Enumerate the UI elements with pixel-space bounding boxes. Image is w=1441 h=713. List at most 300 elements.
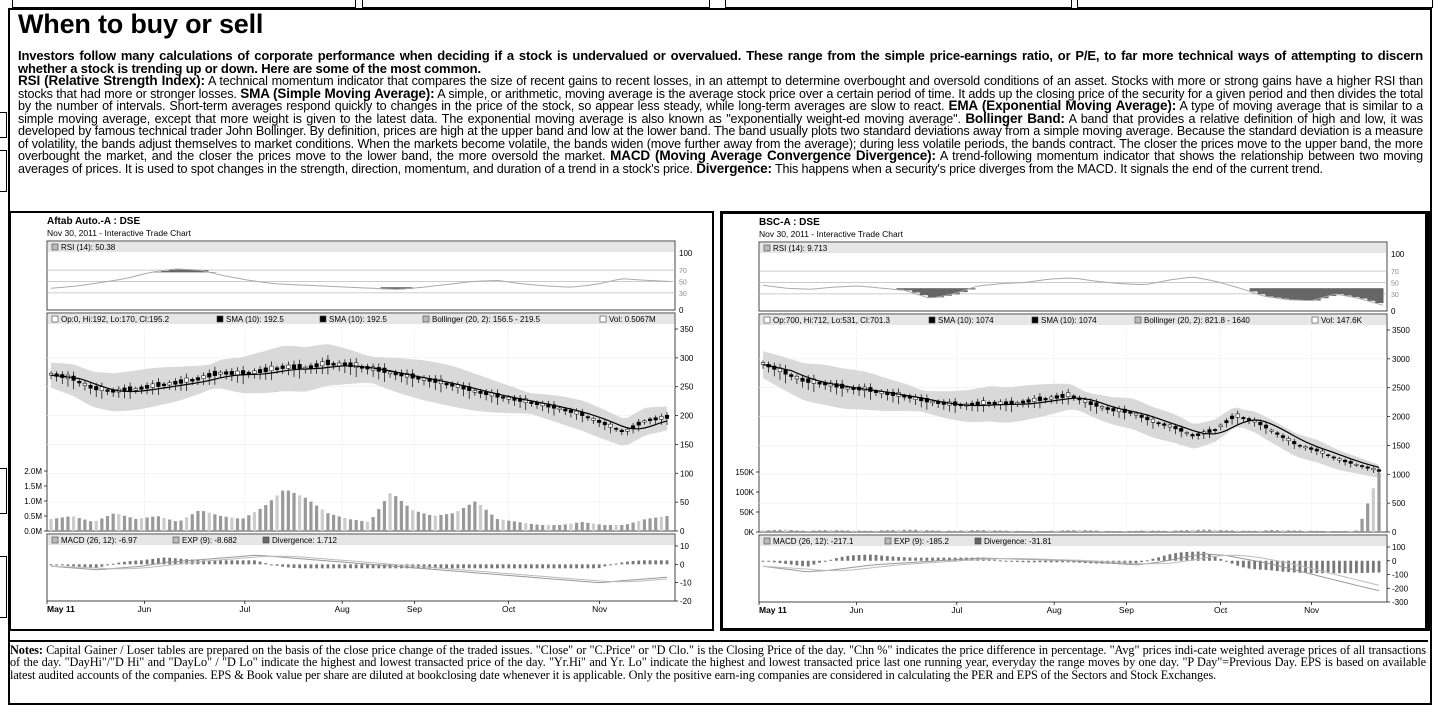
volume-bar bbox=[530, 524, 533, 531]
volume-bar bbox=[162, 518, 165, 531]
volume-bar bbox=[439, 515, 442, 531]
candle-body bbox=[281, 366, 285, 369]
candle-body bbox=[320, 362, 324, 366]
candle-body bbox=[987, 402, 991, 404]
rsi-legend-bg bbox=[760, 243, 1386, 253]
candle-body bbox=[354, 363, 358, 368]
volume-bar bbox=[1315, 531, 1318, 532]
volume-bar bbox=[377, 509, 380, 531]
volume-bar bbox=[106, 516, 109, 531]
macd-histogram-bar bbox=[462, 564, 465, 568]
macd-histogram-bar bbox=[253, 560, 256, 564]
candle-body bbox=[1072, 396, 1076, 398]
volume-bar bbox=[581, 522, 584, 531]
macd-histogram-bar bbox=[886, 556, 889, 561]
macd-histogram-bar bbox=[1005, 561, 1008, 562]
volume-bar bbox=[355, 520, 358, 531]
candle-body bbox=[1106, 408, 1110, 410]
volume-bar bbox=[1230, 530, 1233, 532]
macd-histogram-bar bbox=[1140, 561, 1143, 562]
volume-bar bbox=[558, 525, 561, 531]
notes-text: Capital Gainer / Loser tables are prepared on the basis of the close price change of the traded issues. "Close" or "C.Price" or "D Clo." is the Closing Price of the day. "Chn %" indicates the price difference in percentage. "Avg" prices indi-cate weighted average prices of all transactions of the day. "DayHi"/"D Hi" and "DayLo" / "D Lo" indicate the highest and lowest transacted price of the day. "Yr.Hi" and Yr. Lo" indicate the highest and lowest transacted price last one running year, everyday the range moves by one day. "P Day"=Previous Day. EPS is based on available latest audited accounts of the companies. EPS & Book value per share are diluted at bookclosing date whenever it is applicable. Only the positive earn-ing companies are considered in calculating the PER and EPS of the Sectors and Stock Exchanges. bbox=[10, 643, 1426, 682]
x-tick-label: Sep bbox=[1118, 605, 1134, 615]
macd-tick-label: 100 bbox=[1392, 543, 1406, 552]
macd-histogram-bar bbox=[298, 564, 301, 568]
macd-histogram-bar bbox=[1361, 561, 1364, 573]
candle-body bbox=[1377, 470, 1381, 472]
macd-histogram-bar bbox=[72, 564, 75, 566]
macd-histogram-bar bbox=[456, 564, 459, 568]
volume-tick-label: 0K bbox=[744, 528, 754, 537]
volume-bar bbox=[1360, 519, 1363, 532]
rsi-tick-label: 30 bbox=[1391, 291, 1399, 299]
volume-bar bbox=[1163, 531, 1166, 532]
macd-histogram-bar bbox=[654, 560, 657, 564]
volume-bar bbox=[112, 514, 115, 531]
macd-histogram-bar bbox=[925, 558, 928, 561]
macd-histogram-bar bbox=[168, 558, 171, 565]
volume-bar bbox=[1247, 531, 1250, 532]
candle-body bbox=[1134, 413, 1138, 415]
volume-bar bbox=[790, 530, 793, 532]
x-tick-label: Nov bbox=[592, 604, 608, 614]
volume-bar bbox=[942, 531, 945, 532]
price-legend-swatch bbox=[764, 317, 770, 323]
volume-bar bbox=[965, 530, 968, 532]
candle-body bbox=[270, 366, 274, 371]
volume-bar bbox=[1270, 530, 1273, 532]
candle-body bbox=[1236, 414, 1240, 417]
volume-bar bbox=[954, 531, 957, 532]
macd-histogram-bar bbox=[1338, 561, 1341, 573]
volume-bar bbox=[1050, 531, 1053, 532]
macd-histogram-bar bbox=[846, 556, 849, 561]
volume-bar bbox=[852, 531, 855, 532]
volume-bar bbox=[846, 530, 849, 532]
x-tick-label: Aug bbox=[334, 604, 350, 614]
macd-histogram-bar bbox=[84, 564, 87, 567]
price-legend-swatch bbox=[1032, 317, 1038, 323]
macd-histogram-bar bbox=[117, 563, 120, 565]
macd-histogram-bar bbox=[1039, 561, 1042, 563]
candle-body bbox=[1049, 397, 1053, 399]
volume-bar bbox=[309, 502, 312, 531]
macd-legend-swatch bbox=[173, 537, 179, 543]
macd-histogram-bar bbox=[666, 560, 669, 564]
macd-histogram-bar bbox=[1315, 561, 1318, 573]
volume-bar bbox=[315, 506, 318, 531]
volume-bar bbox=[1264, 530, 1267, 532]
price-panel bbox=[759, 314, 1387, 532]
macd-histogram-bar bbox=[598, 564, 601, 568]
candle-body bbox=[1095, 403, 1099, 407]
rsi-oversold-fill bbox=[1265, 288, 1273, 296]
rsi-oversold-fill bbox=[920, 288, 928, 295]
x-tick-label: Jun bbox=[137, 604, 152, 614]
candle-body bbox=[134, 388, 138, 390]
macd-histogram-bar bbox=[473, 564, 476, 568]
volume-bar bbox=[857, 531, 860, 532]
candle-body bbox=[332, 363, 336, 365]
volume-bar bbox=[185, 517, 188, 531]
macd-histogram-bar bbox=[1027, 561, 1030, 563]
volume-bar bbox=[874, 531, 877, 532]
candle-body bbox=[1016, 402, 1020, 404]
macd-histogram-bar bbox=[151, 559, 154, 565]
rsi-oversold-fill bbox=[1344, 288, 1352, 295]
candle-body bbox=[1287, 438, 1291, 440]
candle-body bbox=[795, 376, 799, 379]
macd-histogram-bar bbox=[513, 564, 516, 568]
macd-histogram-bar bbox=[310, 564, 313, 568]
macd-histogram-bar bbox=[790, 561, 793, 565]
volume-bar bbox=[140, 518, 143, 531]
macd-histogram-bar bbox=[315, 564, 318, 568]
candle-body bbox=[818, 382, 822, 384]
volume-bar bbox=[507, 521, 510, 531]
macd-histogram-bar bbox=[355, 564, 358, 568]
price-tick-label: 0 bbox=[1392, 528, 1397, 537]
macd-legend-label: EXP (9): -185.2 bbox=[894, 537, 949, 546]
macd-histogram-bar bbox=[536, 564, 539, 568]
volume-bar bbox=[1174, 530, 1177, 532]
macd-tick-label: 10 bbox=[680, 542, 689, 551]
volume-bar bbox=[575, 523, 578, 531]
chart-aftab-svg bbox=[11, 213, 711, 629]
volume-bar bbox=[1327, 531, 1330, 532]
macd-histogram-bar bbox=[78, 564, 81, 566]
candle-body bbox=[597, 420, 601, 422]
volume-bar bbox=[1298, 531, 1301, 532]
volume-bar bbox=[502, 520, 505, 531]
volume-bar bbox=[654, 518, 657, 531]
volume-bar bbox=[1151, 531, 1154, 532]
macd-legend-label: MACD (26, 12): -6.97 bbox=[61, 536, 138, 545]
volume-bar bbox=[405, 506, 408, 531]
macd-histogram-bar bbox=[1270, 561, 1273, 571]
volume-tick-label: 50K bbox=[739, 508, 754, 517]
term-rsi: RSI (Relative Strength Index): bbox=[18, 73, 205, 88]
volume-bar bbox=[343, 518, 346, 531]
macd-histogram-bar bbox=[835, 558, 838, 561]
candle-body bbox=[315, 364, 319, 367]
candle-body bbox=[1044, 398, 1048, 400]
macd-legend-swatch bbox=[263, 537, 269, 543]
candle-body bbox=[631, 426, 635, 429]
volume-bar bbox=[242, 518, 245, 531]
candle-body bbox=[1100, 406, 1104, 408]
price-tick-label: 2000 bbox=[1392, 412, 1410, 422]
macd-histogram-bar bbox=[236, 560, 239, 564]
notes-section bbox=[9, 640, 1428, 704]
macd-histogram-bar bbox=[1332, 561, 1335, 573]
candle-body bbox=[1151, 419, 1155, 422]
volume-bar bbox=[100, 518, 103, 531]
candle-body bbox=[1304, 446, 1308, 447]
rsi-oversold-fill bbox=[912, 288, 920, 292]
volume-bar bbox=[513, 521, 516, 531]
macd-histogram-bar bbox=[558, 564, 561, 568]
candle-body bbox=[140, 387, 144, 389]
rsi-oversold-fill bbox=[1250, 288, 1258, 291]
article-intro: Investors follow many calculations of corporate performance when deciding if a stock is undervalued or overvalued. These range from the simple price-earnings ratio, or P/E, to far more technical ways of attempting to discern whether a stock is trending up or down. Here are some of the most common. bbox=[18, 48, 1423, 76]
macd-histogram-bar bbox=[287, 564, 290, 567]
candle-body bbox=[309, 366, 313, 369]
candle-body bbox=[450, 384, 454, 386]
term-divergence-text: This happens when a security's price diverges from the MACD. It signals the end of the current trend. bbox=[771, 161, 1323, 176]
volume-bar bbox=[1129, 531, 1132, 532]
price-legend-swatch bbox=[423, 316, 429, 322]
volume-bar bbox=[541, 525, 544, 531]
macd-histogram-bar bbox=[773, 561, 776, 563]
macd-histogram-bar bbox=[1180, 552, 1183, 560]
term-macd: MACD (Moving Average Convergence Divergence): bbox=[610, 148, 936, 163]
volume-bar bbox=[123, 516, 126, 531]
volume-bar bbox=[332, 515, 335, 531]
volume-bar bbox=[925, 530, 928, 532]
macd-histogram-bar bbox=[999, 560, 1002, 561]
term-bollinger: Bollinger Band: bbox=[965, 110, 1065, 126]
macd-histogram-bar bbox=[767, 561, 770, 562]
volume-bar bbox=[1084, 530, 1087, 532]
macd-histogram-bar bbox=[519, 564, 522, 568]
x-tick-label: Jun bbox=[849, 605, 864, 615]
candle-body bbox=[1309, 448, 1313, 450]
candle-body bbox=[94, 386, 98, 390]
candle-body bbox=[1179, 428, 1183, 431]
volume-bar bbox=[615, 525, 618, 531]
price-legend-label: SMA (10): 192.5 bbox=[329, 315, 387, 324]
volume-bar bbox=[1038, 531, 1041, 532]
rsi-oversold-fill bbox=[1367, 288, 1375, 301]
macd-histogram-bar bbox=[123, 562, 126, 565]
price-tick-label: 2500 bbox=[1392, 383, 1410, 393]
volume-bar bbox=[603, 525, 606, 531]
rsi-legend-bg bbox=[48, 242, 674, 252]
article-body bbox=[18, 50, 1423, 175]
macd-legend-label: MACD (26, 12): -217.1 bbox=[773, 537, 854, 546]
rsi-tick-label: 100 bbox=[1391, 250, 1405, 259]
candle-body bbox=[654, 418, 658, 420]
candle-body bbox=[1168, 425, 1172, 427]
volume-bar bbox=[648, 518, 651, 531]
price-legend-label: Vol: 0.5067M bbox=[609, 315, 656, 324]
notes-label: Notes: bbox=[10, 643, 43, 657]
macd-histogram-bar bbox=[1344, 561, 1347, 573]
volume-bar bbox=[479, 505, 482, 531]
term-rsi-text: A technical momentum indicator that compares the size of recent gains to recent losses, in an attempt to determine overbought and oversold conditions of an asset. Stocks with more or strong gains have a higher RSI than stocks that had more or stronger losses. bbox=[18, 74, 1424, 101]
term-bollinger-text: A band that provides a relative definition of high and low, it was developed by famous technical trader John Bollinger. By definition, prices are high at the upper band and low at the lower band. The band usually plots two standard deviations away from a simple moving average. Because the standard deviation is a measure of volatility, the bands adjust themselves to market conditions. When the markets become volatile, the bands widen (move further away from the average); during less volatile periods, the bands contract. The closer the prices move to the upper band, the more overbought the market, and the closer the prices move to the lower band, the more oversold the market. bbox=[18, 111, 1423, 163]
candle-body bbox=[230, 371, 234, 374]
macd-histogram-bar bbox=[479, 564, 482, 568]
rsi-tick-label: 100 bbox=[679, 249, 693, 258]
macd-histogram-bar bbox=[1219, 559, 1222, 561]
volume-bar bbox=[388, 493, 391, 531]
term-divergence: Divergence: bbox=[696, 160, 772, 176]
volume-bar bbox=[665, 516, 668, 531]
volume-bar bbox=[620, 525, 623, 531]
price-tick-label: 150 bbox=[680, 440, 694, 450]
volume-bar bbox=[993, 530, 996, 532]
candle-body bbox=[609, 424, 613, 427]
candle-body bbox=[1129, 412, 1133, 413]
volume-bar bbox=[818, 530, 821, 532]
volume-bar bbox=[1010, 531, 1013, 532]
candle-body bbox=[292, 365, 296, 369]
volume-bar bbox=[524, 523, 527, 531]
volume-bar bbox=[89, 521, 92, 531]
macd-histogram-bar bbox=[592, 564, 595, 568]
candle-body bbox=[253, 371, 257, 374]
macd-histogram-bar bbox=[445, 564, 448, 568]
volume-bar bbox=[812, 530, 815, 532]
candle-body bbox=[1219, 425, 1223, 427]
volume-bar bbox=[1377, 473, 1380, 532]
volume-bar bbox=[869, 531, 872, 532]
candle-body bbox=[89, 385, 93, 388]
macd-histogram-bar bbox=[1310, 561, 1313, 573]
rsi-oversold-fill bbox=[1359, 288, 1367, 298]
volume-bar bbox=[287, 491, 290, 531]
macd-histogram-bar bbox=[242, 560, 245, 564]
macd-tick-label: -100 bbox=[1392, 570, 1409, 580]
macd-histogram-bar bbox=[880, 556, 883, 561]
price-legend-label: Op:700, Hi:712, Lo:531, Cl:701.3 bbox=[773, 316, 890, 325]
macd-legend-bg bbox=[48, 535, 674, 545]
volume-bar bbox=[1078, 530, 1081, 532]
volume-bar bbox=[835, 530, 838, 532]
macd-histogram-bar bbox=[1236, 561, 1239, 566]
volume-bar bbox=[394, 496, 397, 531]
candle-body bbox=[575, 411, 579, 414]
prev-chart-box bbox=[362, 0, 710, 8]
macd-tick-label: 0 bbox=[680, 560, 685, 570]
volume-bar bbox=[298, 495, 301, 531]
candle-body bbox=[1185, 432, 1189, 433]
macd-histogram-bar bbox=[909, 557, 912, 560]
macd-histogram-bar bbox=[796, 561, 799, 566]
candle-body bbox=[224, 372, 228, 375]
volume-bar bbox=[1242, 531, 1245, 532]
candle-body bbox=[190, 379, 194, 381]
volume-bar bbox=[366, 522, 369, 531]
candle-body bbox=[507, 397, 511, 399]
rsi-tick-label: 0 bbox=[679, 306, 684, 315]
volume-bar bbox=[971, 530, 974, 532]
candle-body bbox=[1225, 421, 1229, 423]
candle-body bbox=[1270, 430, 1274, 431]
macd-histogram-bar bbox=[1253, 561, 1256, 569]
price-legend-swatch bbox=[52, 316, 58, 322]
macd-histogram-bar bbox=[818, 561, 821, 563]
macd-histogram-bar bbox=[570, 564, 573, 568]
volume-bar bbox=[1321, 531, 1324, 532]
volume-bar bbox=[1117, 531, 1120, 532]
macd-histogram-bar bbox=[632, 561, 635, 564]
macd-histogram-bar bbox=[490, 564, 493, 568]
volume-bar bbox=[863, 531, 866, 532]
candle-body bbox=[1338, 459, 1342, 460]
macd-histogram-bar bbox=[903, 557, 906, 560]
volume-bar bbox=[225, 517, 228, 531]
candle-body bbox=[473, 390, 477, 392]
x-tick-label: Jul bbox=[239, 604, 251, 614]
volume-bar bbox=[1202, 530, 1205, 532]
rsi-oversold-fill bbox=[1273, 288, 1281, 297]
price-tick-label: 300 bbox=[680, 353, 694, 363]
volume-bar bbox=[1100, 531, 1103, 532]
macd-histogram-bar bbox=[1202, 552, 1205, 561]
rsi-legend-swatch bbox=[52, 244, 58, 250]
candle-body bbox=[976, 402, 980, 405]
candle-body bbox=[558, 408, 562, 410]
price-tick-label: 500 bbox=[1392, 499, 1406, 509]
volume-bar bbox=[372, 517, 375, 531]
candle-body bbox=[1191, 434, 1195, 436]
macd-histogram-bar bbox=[564, 564, 567, 568]
volume-bar bbox=[191, 514, 194, 531]
volume-tick-label: 1.5M bbox=[24, 482, 42, 491]
macd-histogram-bar bbox=[620, 562, 623, 564]
candle-body bbox=[77, 381, 81, 383]
candle-body bbox=[620, 430, 624, 432]
macd-histogram-bar bbox=[530, 564, 533, 568]
volume-bar bbox=[230, 518, 233, 531]
macd-histogram-bar bbox=[219, 560, 222, 564]
volume-bar bbox=[270, 500, 273, 531]
volume-bar bbox=[247, 515, 250, 531]
volume-bar bbox=[761, 530, 764, 532]
macd-histogram-bar bbox=[327, 564, 330, 568]
macd-histogram-bar bbox=[1287, 561, 1290, 572]
volume-bar bbox=[434, 516, 437, 531]
volume-bar bbox=[219, 516, 222, 531]
volume-bar bbox=[1095, 531, 1098, 532]
volume-bar bbox=[914, 530, 917, 532]
macd-legend-bg bbox=[760, 536, 1386, 546]
macd-histogram-bar bbox=[660, 560, 663, 564]
candle-body bbox=[1196, 434, 1200, 436]
macd-histogram-bar bbox=[293, 564, 296, 568]
candle-body bbox=[1332, 457, 1336, 458]
macd-histogram-bar bbox=[586, 564, 589, 568]
volume-bar bbox=[1372, 488, 1375, 532]
prev-chart-box bbox=[725, 0, 1072, 8]
edge-tab bbox=[0, 150, 7, 192]
macd-histogram-bar bbox=[1248, 561, 1251, 569]
price-tick-label: 50 bbox=[680, 498, 689, 508]
volume-bar bbox=[168, 520, 171, 531]
macd-histogram-bar bbox=[112, 564, 115, 565]
volume-bar bbox=[1338, 531, 1341, 532]
volume-bar bbox=[129, 517, 132, 531]
x-tick-label: Aug bbox=[1046, 605, 1062, 615]
article-title: When to buy or sell bbox=[18, 9, 264, 39]
volume-bar bbox=[609, 525, 612, 531]
macd-histogram-bar bbox=[637, 561, 640, 565]
volume-bar bbox=[259, 509, 262, 531]
chart-bsc-svg bbox=[723, 214, 1423, 626]
macd-histogram-bar bbox=[547, 564, 550, 568]
candle-body bbox=[1298, 445, 1302, 446]
volume-bar bbox=[456, 511, 459, 531]
volume-bar bbox=[1304, 531, 1307, 532]
volume-bar bbox=[83, 520, 86, 531]
price-legend-label: Vol: 147.6K bbox=[1321, 316, 1362, 325]
volume-bar bbox=[999, 530, 1002, 532]
macd-histogram-bar bbox=[321, 564, 324, 568]
macd-histogram-bar bbox=[1242, 561, 1245, 568]
